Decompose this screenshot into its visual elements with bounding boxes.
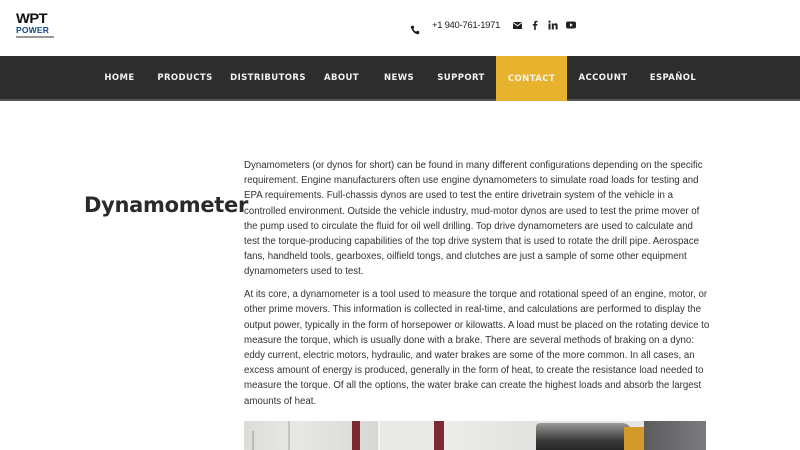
article-body [244, 158, 710, 416]
dynamometer-photo [244, 421, 706, 450]
nav-espanol[interactable]: ESPAÑOL [649, 72, 697, 83]
wpt-power-logo[interactable] [16, 12, 56, 44]
logo-power-text: POWER [16, 25, 50, 35]
nav-about[interactable]: ABOUT [324, 72, 359, 83]
paragraph-core: At its core, a dynamometer is a tool used to measure the torque and rotational speed of an engine, motor, or other prime movers. This information is collected in real-time, and calculations are performed to display the output power, typically in the form of horsepower or kilowatts. A load must be placed on the rotating device to measure the torque, which is usually done with a brake. There are several methods of braking on a dyno: eddy current, electric motors, hydraulic, and water brakes are some of the more common. In all cases, an excess amount of energy is produced, generally in the form of heat, to create the resistance load needed to measure the torque. Of all the options, the water brake can create the highest loads and absorb the largest amounts of heat. [244, 289, 710, 407]
nav-account[interactable]: ACCOUNT [578, 72, 628, 83]
nav-distributors[interactable]: DISTRIBUTORS [230, 72, 306, 83]
envelope-icon[interactable] [512, 20, 522, 30]
youtube-icon[interactable] [566, 20, 576, 30]
linkedin-icon[interactable] [548, 20, 558, 30]
main-navigation [0, 56, 800, 101]
nav-contact[interactable]: CONTACT [496, 56, 567, 101]
contact-bar [410, 18, 576, 32]
paragraph-intro: Dynamometers (or dynos for short) can be found in many different configurations depending on the specific requirement. Engine manufacturers often use engine dynamometers to simulate road loads for testing and EPA requirements. Full-chassis dynos are used to test the entire drivetrain system of the vehicle in a controlled environment. Outside the vehicle industry, mud-motor dynos are used to test the prime mover of the pump used to circulate the fluid for oil well drilling. Top drive dynamometers are used to calculate and test the torque-producing capabilities of the top drive system that is used to rotate the drill pipe. Aerospace fans, handheld tools, gearboxes, oilfield tongs, and clutches are just a sample of some other equipment dynamometers used to test. [244, 160, 703, 278]
nav-news[interactable]: NEWS [383, 72, 415, 83]
nav-home[interactable]: HOME [104, 72, 135, 83]
nav-support[interactable]: SUPPORT [437, 72, 485, 83]
logo-wpt-text: WPT [16, 10, 48, 26]
page-title: Dynamometer [84, 193, 249, 217]
phone-icon [410, 20, 420, 30]
phone-number[interactable]: +1 940-761-1971 [432, 19, 501, 31]
site-header [0, 0, 800, 56]
nav-products[interactable]: PRODUCTS [157, 72, 213, 83]
logo-underline [16, 36, 54, 38]
social-links [512, 20, 576, 30]
facebook-icon[interactable] [530, 20, 540, 30]
